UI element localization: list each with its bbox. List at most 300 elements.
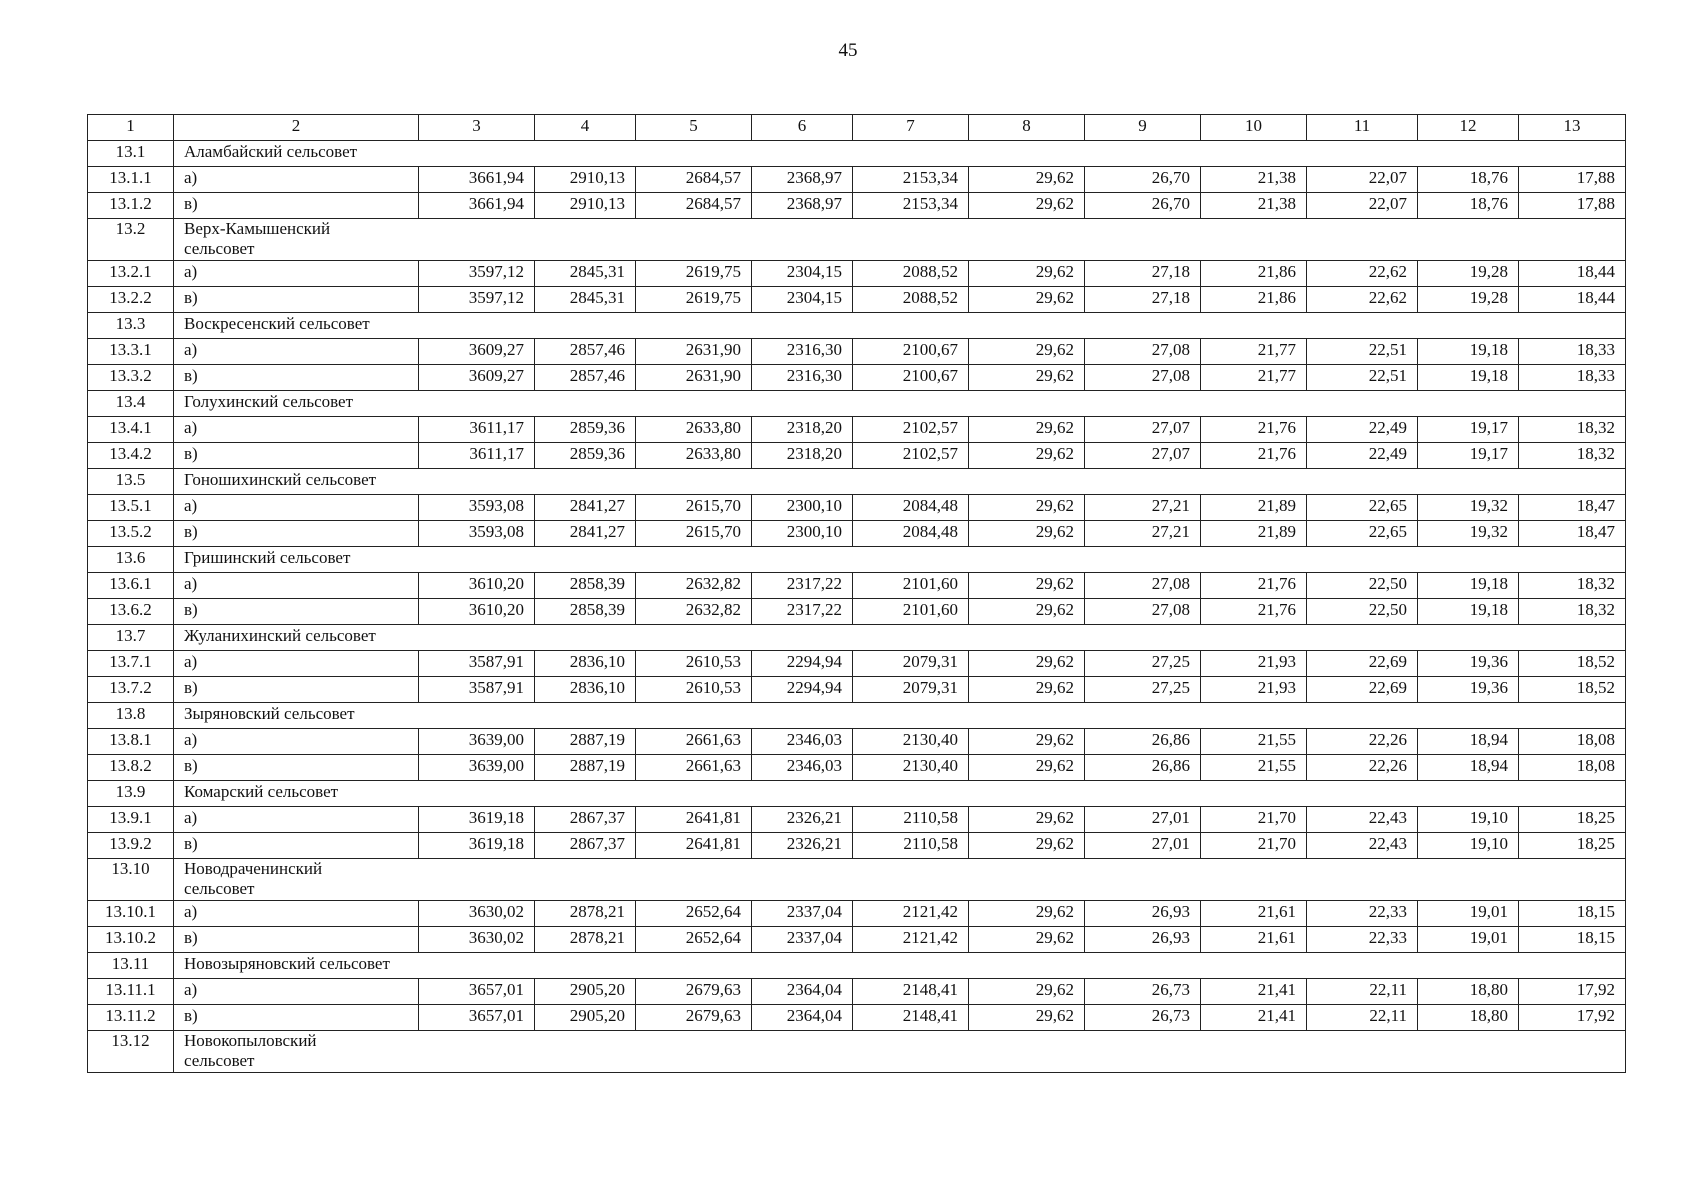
value-cell-col-10: 21,76 [1201, 573, 1307, 599]
row-number: 13.5.2 [88, 521, 174, 547]
value-cell-col-4: 2887,19 [535, 729, 636, 755]
value-cell-col-8: 29,62 [969, 287, 1085, 313]
table-row [88, 807, 1626, 833]
value-cell-col-7: 2100,67 [853, 339, 969, 365]
value-cell-col-13: 18,15 [1519, 901, 1626, 927]
value-cell-col-7: 2153,34 [853, 193, 969, 219]
value-cell-col-11: 22,43 [1307, 807, 1418, 833]
value-cell-col-8: 29,62 [969, 417, 1085, 443]
value-cell-col-12: 19,01 [1418, 927, 1519, 953]
row-label: в) [174, 443, 419, 469]
value-cell-col-9: 27,07 [1085, 443, 1201, 469]
value-cell-col-7: 2088,52 [853, 261, 969, 287]
section-title-cell [174, 859, 1626, 901]
section-title-cell [174, 953, 1626, 979]
section-title-cell [174, 313, 1626, 339]
value-cell-col-5: 2684,57 [636, 193, 752, 219]
table-row [88, 927, 1626, 953]
section-title-cell [174, 219, 1626, 261]
row-label: а) [174, 495, 419, 521]
value-cell-col-3: 3657,01 [419, 1005, 535, 1031]
value-cell-col-12: 19,18 [1418, 365, 1519, 391]
value-cell-col-13: 18,08 [1519, 755, 1626, 781]
value-cell-col-9: 27,01 [1085, 807, 1201, 833]
value-cell-col-6: 2294,94 [752, 651, 853, 677]
value-cell-col-12: 19,10 [1418, 807, 1519, 833]
row-number: 13.9.1 [88, 807, 174, 833]
value-cell-col-5: 2619,75 [636, 287, 752, 313]
value-cell-col-9: 26,86 [1085, 729, 1201, 755]
value-cell-col-4: 2887,19 [535, 755, 636, 781]
value-cell-col-9: 27,18 [1085, 261, 1201, 287]
value-cell-col-6: 2326,21 [752, 833, 853, 859]
row-label: в) [174, 755, 419, 781]
table-row [88, 443, 1626, 469]
value-cell-col-8: 29,62 [969, 599, 1085, 625]
value-cell-col-3: 3610,20 [419, 573, 535, 599]
value-cell-col-7: 2110,58 [853, 807, 969, 833]
value-cell-col-4: 2859,36 [535, 443, 636, 469]
row-number: 13.2.2 [88, 287, 174, 313]
row-number: 13.3.2 [88, 365, 174, 391]
section-title-cell [174, 391, 1626, 417]
section-title-cell [174, 703, 1626, 729]
value-cell-col-11: 22,62 [1307, 287, 1418, 313]
table-row [88, 677, 1626, 703]
row-label: в) [174, 287, 419, 313]
value-cell-col-8: 29,62 [969, 979, 1085, 1005]
value-cell-col-9: 27,21 [1085, 495, 1201, 521]
value-cell-col-9: 26,93 [1085, 901, 1201, 927]
value-cell-col-12: 18,76 [1418, 167, 1519, 193]
value-cell-col-6: 2316,30 [752, 339, 853, 365]
row-label: а) [174, 901, 419, 927]
row-number: 13.10.2 [88, 927, 174, 953]
value-cell-col-8: 29,62 [969, 901, 1085, 927]
row-label: в) [174, 521, 419, 547]
value-cell-col-6: 2318,20 [752, 417, 853, 443]
table-row [88, 1005, 1626, 1031]
section-row [88, 547, 1626, 573]
value-cell-col-7: 2130,40 [853, 729, 969, 755]
value-cell-col-3: 3597,12 [419, 287, 535, 313]
value-cell-col-7: 2148,41 [853, 1005, 969, 1031]
row-number: 13.9.2 [88, 833, 174, 859]
value-cell-col-4: 2845,31 [535, 287, 636, 313]
section-number: 13.4 [88, 391, 174, 417]
value-cell-col-5: 2652,64 [636, 901, 752, 927]
value-cell-col-9: 27,08 [1085, 365, 1201, 391]
section-title: Жуланихинский сельсовет [184, 626, 376, 645]
table-row [88, 833, 1626, 859]
row-number: 13.6.2 [88, 599, 174, 625]
column-number-3: 3 [419, 115, 535, 141]
section-title: Зыряновский сельсовет [184, 704, 355, 723]
section-number: 13.11 [88, 953, 174, 979]
table-row [88, 521, 1626, 547]
value-cell-col-12: 19,32 [1418, 521, 1519, 547]
value-cell-col-3: 3609,27 [419, 365, 535, 391]
row-number: 13.11.1 [88, 979, 174, 1005]
value-cell-col-9: 27,18 [1085, 287, 1201, 313]
value-cell-col-4: 2910,13 [535, 167, 636, 193]
table-row [88, 495, 1626, 521]
section-title: Новодраченинский сельсовет [184, 859, 323, 898]
row-number: 13.6.1 [88, 573, 174, 599]
value-cell-col-4: 2857,46 [535, 339, 636, 365]
value-cell-col-13: 17,92 [1519, 979, 1626, 1005]
value-cell-col-13: 18,52 [1519, 651, 1626, 677]
value-cell-col-6: 2294,94 [752, 677, 853, 703]
value-cell-col-3: 3611,17 [419, 417, 535, 443]
value-cell-col-5: 2679,63 [636, 1005, 752, 1031]
value-cell-col-6: 2346,03 [752, 755, 853, 781]
column-number-4: 4 [535, 115, 636, 141]
value-cell-col-12: 19,01 [1418, 901, 1519, 927]
value-cell-col-12: 19,18 [1418, 339, 1519, 365]
section-title-cell [174, 625, 1626, 651]
value-cell-col-4: 2836,10 [535, 651, 636, 677]
row-number: 13.4.1 [88, 417, 174, 443]
value-cell-col-4: 2867,37 [535, 833, 636, 859]
section-number: 13.6 [88, 547, 174, 573]
value-cell-col-6: 2300,10 [752, 521, 853, 547]
section-row [88, 469, 1626, 495]
value-cell-col-7: 2084,48 [853, 495, 969, 521]
section-title-cell [174, 141, 1626, 167]
section-title-cell [174, 547, 1626, 573]
value-cell-col-8: 29,62 [969, 443, 1085, 469]
value-cell-col-7: 2088,52 [853, 287, 969, 313]
value-cell-col-10: 21,41 [1201, 1005, 1307, 1031]
value-cell-col-9: 27,07 [1085, 417, 1201, 443]
value-cell-col-6: 2364,04 [752, 1005, 853, 1031]
value-cell-col-11: 22,51 [1307, 339, 1418, 365]
section-number: 13.10 [88, 859, 174, 901]
value-cell-col-11: 22,50 [1307, 599, 1418, 625]
row-label: в) [174, 193, 419, 219]
value-cell-col-9: 26,86 [1085, 755, 1201, 781]
section-number: 13.1 [88, 141, 174, 167]
value-cell-col-12: 18,94 [1418, 755, 1519, 781]
value-cell-col-6: 2364,04 [752, 979, 853, 1005]
value-cell-col-10: 21,38 [1201, 167, 1307, 193]
value-cell-col-8: 29,62 [969, 521, 1085, 547]
column-number-9: 9 [1085, 115, 1201, 141]
table-row [88, 651, 1626, 677]
table-row [88, 261, 1626, 287]
section-number: 13.5 [88, 469, 174, 495]
value-cell-col-11: 22,07 [1307, 167, 1418, 193]
value-cell-col-3: 3639,00 [419, 729, 535, 755]
row-label: а) [174, 807, 419, 833]
value-cell-col-12: 19,17 [1418, 417, 1519, 443]
value-cell-col-9: 27,25 [1085, 677, 1201, 703]
page-number: 45 [838, 40, 858, 61]
row-label: а) [174, 261, 419, 287]
value-cell-col-6: 2346,03 [752, 729, 853, 755]
value-cell-col-12: 18,80 [1418, 979, 1519, 1005]
value-cell-col-12: 19,18 [1418, 599, 1519, 625]
value-cell-col-11: 22,50 [1307, 573, 1418, 599]
section-row [88, 313, 1626, 339]
value-cell-col-7: 2130,40 [853, 755, 969, 781]
row-label: в) [174, 365, 419, 391]
row-label: в) [174, 833, 419, 859]
value-cell-col-4: 2841,27 [535, 495, 636, 521]
value-cell-col-9: 27,21 [1085, 521, 1201, 547]
value-cell-col-10: 21,93 [1201, 651, 1307, 677]
section-row [88, 1031, 1626, 1073]
value-cell-col-11: 22,33 [1307, 901, 1418, 927]
value-cell-col-7: 2101,60 [853, 573, 969, 599]
value-cell-col-11: 22,26 [1307, 729, 1418, 755]
section-title: Аламбайский сельсовет [184, 142, 358, 161]
value-cell-col-3: 3657,01 [419, 979, 535, 1005]
value-cell-col-4: 2858,39 [535, 573, 636, 599]
value-cell-col-12: 19,10 [1418, 833, 1519, 859]
section-number: 13.9 [88, 781, 174, 807]
value-cell-col-9: 27,25 [1085, 651, 1201, 677]
value-cell-col-13: 17,88 [1519, 167, 1626, 193]
row-label: в) [174, 677, 419, 703]
value-cell-col-4: 2878,21 [535, 927, 636, 953]
value-cell-col-11: 22,69 [1307, 677, 1418, 703]
section-number: 13.2 [88, 219, 174, 261]
row-number: 13.1.2 [88, 193, 174, 219]
value-cell-col-4: 2859,36 [535, 417, 636, 443]
value-cell-col-8: 29,62 [969, 261, 1085, 287]
value-cell-col-8: 29,62 [969, 651, 1085, 677]
value-cell-col-10: 21,77 [1201, 365, 1307, 391]
row-number: 13.4.2 [88, 443, 174, 469]
table-row [88, 729, 1626, 755]
value-cell-col-3: 3610,20 [419, 599, 535, 625]
value-cell-col-11: 22,49 [1307, 443, 1418, 469]
value-cell-col-9: 26,73 [1085, 1005, 1201, 1031]
table-row [88, 901, 1626, 927]
value-cell-col-5: 2631,90 [636, 339, 752, 365]
section-row [88, 781, 1626, 807]
value-cell-col-5: 2661,63 [636, 729, 752, 755]
value-cell-col-4: 2878,21 [535, 901, 636, 927]
value-cell-col-12: 19,28 [1418, 261, 1519, 287]
value-cell-col-8: 29,62 [969, 927, 1085, 953]
value-cell-col-13: 18,25 [1519, 833, 1626, 859]
section-title: Воскресенский сельсовет [184, 314, 370, 333]
column-number-11: 11 [1307, 115, 1418, 141]
value-cell-col-10: 21,89 [1201, 495, 1307, 521]
value-cell-col-13: 18,15 [1519, 927, 1626, 953]
row-label: а) [174, 979, 419, 1005]
row-number: 13.5.1 [88, 495, 174, 521]
value-cell-col-8: 29,62 [969, 833, 1085, 859]
section-title: Новозыряновский сельсовет [184, 954, 390, 973]
value-cell-col-7: 2084,48 [853, 521, 969, 547]
value-cell-col-13: 18,44 [1519, 261, 1626, 287]
section-number: 13.3 [88, 313, 174, 339]
value-cell-col-5: 2633,80 [636, 443, 752, 469]
value-cell-col-9: 26,93 [1085, 927, 1201, 953]
value-cell-col-13: 18,32 [1519, 417, 1626, 443]
value-cell-col-7: 2102,57 [853, 443, 969, 469]
value-cell-col-6: 2304,15 [752, 287, 853, 313]
value-cell-col-4: 2841,27 [535, 521, 636, 547]
value-cell-col-5: 2610,53 [636, 651, 752, 677]
value-cell-col-3: 3639,00 [419, 755, 535, 781]
row-label: а) [174, 729, 419, 755]
value-cell-col-13: 18,32 [1519, 573, 1626, 599]
value-cell-col-3: 3619,18 [419, 807, 535, 833]
section-title-cell [174, 1031, 1626, 1073]
tariff-table [87, 114, 1626, 1073]
section-number: 13.7 [88, 625, 174, 651]
column-number-6: 6 [752, 115, 853, 141]
column-number-10: 10 [1201, 115, 1307, 141]
value-cell-col-13: 17,92 [1519, 1005, 1626, 1031]
value-cell-col-8: 29,62 [969, 339, 1085, 365]
value-cell-col-11: 22,65 [1307, 495, 1418, 521]
value-cell-col-11: 22,07 [1307, 193, 1418, 219]
value-cell-col-5: 2679,63 [636, 979, 752, 1005]
table-row [88, 573, 1626, 599]
value-cell-col-7: 2121,42 [853, 901, 969, 927]
value-cell-col-3: 3661,94 [419, 193, 535, 219]
row-label: а) [174, 417, 419, 443]
value-cell-col-3: 3593,08 [419, 521, 535, 547]
row-label: в) [174, 599, 419, 625]
value-cell-col-13: 18,47 [1519, 495, 1626, 521]
table-row [88, 417, 1626, 443]
value-cell-col-4: 2845,31 [535, 261, 636, 287]
value-cell-col-13: 18,32 [1519, 599, 1626, 625]
value-cell-col-11: 22,33 [1307, 927, 1418, 953]
value-cell-col-10: 21,76 [1201, 417, 1307, 443]
section-row [88, 625, 1626, 651]
row-number: 13.7.2 [88, 677, 174, 703]
value-cell-col-4: 2857,46 [535, 365, 636, 391]
value-cell-col-10: 21,93 [1201, 677, 1307, 703]
row-number: 13.1.1 [88, 167, 174, 193]
table-row [88, 167, 1626, 193]
value-cell-col-6: 2304,15 [752, 261, 853, 287]
row-number: 13.2.1 [88, 261, 174, 287]
value-cell-col-4: 2836,10 [535, 677, 636, 703]
section-row [88, 141, 1626, 167]
value-cell-col-9: 26,70 [1085, 193, 1201, 219]
value-cell-col-7: 2153,34 [853, 167, 969, 193]
value-cell-col-12: 19,18 [1418, 573, 1519, 599]
column-number-8: 8 [969, 115, 1085, 141]
value-cell-col-8: 29,62 [969, 193, 1085, 219]
value-cell-col-8: 29,62 [969, 573, 1085, 599]
value-cell-col-9: 27,01 [1085, 833, 1201, 859]
section-row [88, 859, 1626, 901]
row-number: 13.8.1 [88, 729, 174, 755]
value-cell-col-5: 2619,75 [636, 261, 752, 287]
value-cell-col-13: 18,25 [1519, 807, 1626, 833]
table-row [88, 979, 1626, 1005]
value-cell-col-10: 21,76 [1201, 443, 1307, 469]
value-cell-col-6: 2337,04 [752, 901, 853, 927]
value-cell-col-9: 26,73 [1085, 979, 1201, 1005]
value-cell-col-3: 3661,94 [419, 167, 535, 193]
value-cell-col-10: 21,41 [1201, 979, 1307, 1005]
value-cell-col-6: 2300,10 [752, 495, 853, 521]
column-number-5: 5 [636, 115, 752, 141]
section-row [88, 703, 1626, 729]
table-row [88, 193, 1626, 219]
section-number: 13.12 [88, 1031, 174, 1073]
row-number: 13.11.2 [88, 1005, 174, 1031]
row-number: 13.8.2 [88, 755, 174, 781]
section-title: Гоношихинский сельсовет [184, 470, 377, 489]
value-cell-col-13: 18,52 [1519, 677, 1626, 703]
section-row [88, 953, 1626, 979]
value-cell-col-3: 3597,12 [419, 261, 535, 287]
value-cell-col-6: 2368,97 [752, 167, 853, 193]
value-cell-col-12: 18,76 [1418, 193, 1519, 219]
value-cell-col-8: 29,62 [969, 677, 1085, 703]
value-cell-col-6: 2318,20 [752, 443, 853, 469]
value-cell-col-7: 2100,67 [853, 365, 969, 391]
column-number-2: 2 [174, 115, 419, 141]
value-cell-col-7: 2079,31 [853, 651, 969, 677]
table-row [88, 755, 1626, 781]
value-cell-col-9: 27,08 [1085, 599, 1201, 625]
value-cell-col-9: 26,70 [1085, 167, 1201, 193]
row-number: 13.7.1 [88, 651, 174, 677]
row-label: в) [174, 927, 419, 953]
value-cell-col-12: 18,80 [1418, 1005, 1519, 1031]
value-cell-col-10: 21,89 [1201, 521, 1307, 547]
value-cell-col-10: 21,86 [1201, 287, 1307, 313]
value-cell-col-3: 3630,02 [419, 927, 535, 953]
value-cell-col-12: 19,28 [1418, 287, 1519, 313]
value-cell-col-8: 29,62 [969, 167, 1085, 193]
value-cell-col-10: 21,76 [1201, 599, 1307, 625]
row-number: 13.10.1 [88, 901, 174, 927]
value-cell-col-11: 22,11 [1307, 979, 1418, 1005]
value-cell-col-9: 27,08 [1085, 339, 1201, 365]
value-cell-col-5: 2632,82 [636, 599, 752, 625]
value-cell-col-11: 22,62 [1307, 261, 1418, 287]
row-label: а) [174, 573, 419, 599]
table-row [88, 599, 1626, 625]
value-cell-col-5: 2631,90 [636, 365, 752, 391]
value-cell-col-6: 2316,30 [752, 365, 853, 391]
value-cell-col-12: 19,36 [1418, 677, 1519, 703]
row-label: а) [174, 651, 419, 677]
value-cell-col-10: 21,70 [1201, 807, 1307, 833]
value-cell-col-11: 22,49 [1307, 417, 1418, 443]
value-cell-col-4: 2867,37 [535, 807, 636, 833]
table-row [88, 339, 1626, 365]
value-cell-col-13: 17,88 [1519, 193, 1626, 219]
table-row [88, 287, 1626, 313]
value-cell-col-13: 18,33 [1519, 365, 1626, 391]
section-title-cell [174, 781, 1626, 807]
value-cell-col-4: 2905,20 [535, 979, 636, 1005]
value-cell-col-7: 2102,57 [853, 417, 969, 443]
value-cell-col-5: 2661,63 [636, 755, 752, 781]
value-cell-col-3: 3593,08 [419, 495, 535, 521]
value-cell-col-5: 2610,53 [636, 677, 752, 703]
value-cell-col-7: 2079,31 [853, 677, 969, 703]
value-cell-col-5: 2684,57 [636, 167, 752, 193]
value-cell-col-12: 19,17 [1418, 443, 1519, 469]
value-cell-col-8: 29,62 [969, 495, 1085, 521]
